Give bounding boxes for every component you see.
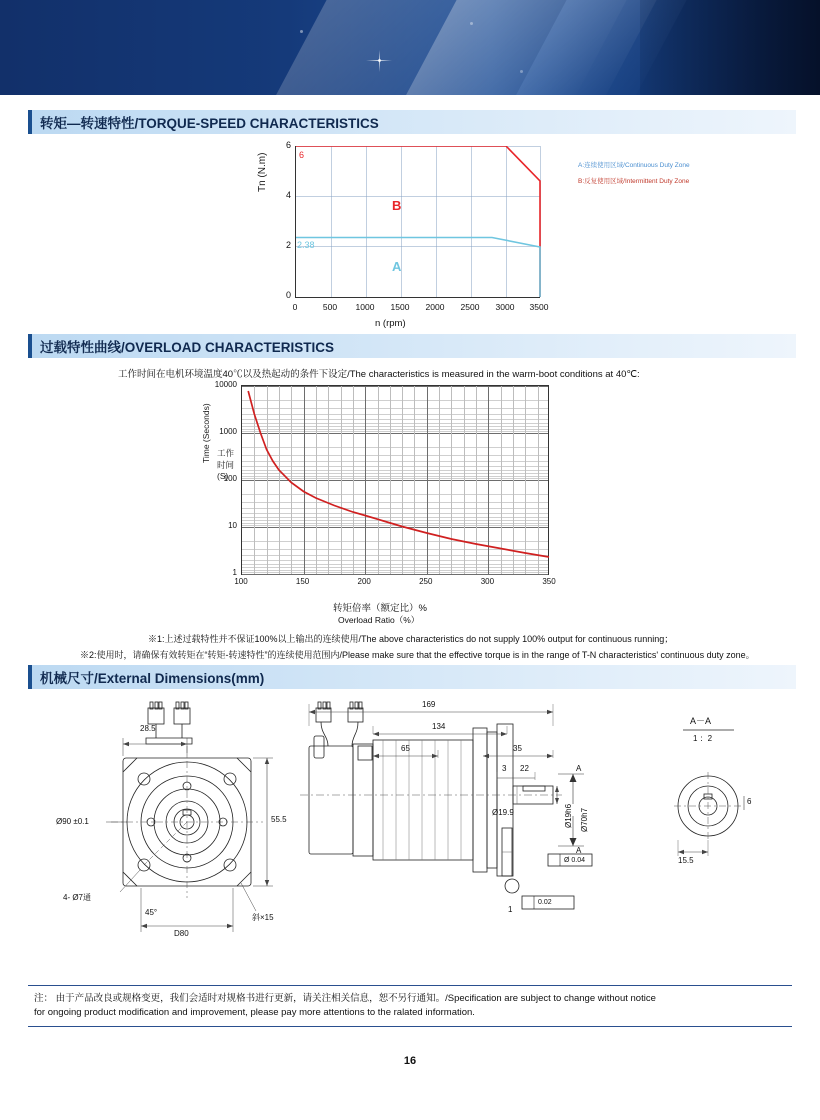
dim-tolerance-002: 0.02	[538, 899, 552, 906]
section-mark-a-bottom: A	[576, 846, 582, 855]
legend-zone-a: A:连续使用区域/Continuous Duty Zone	[578, 162, 690, 169]
legend-zone-b: B:反复使用区域/Intermittent Duty Zone	[578, 178, 690, 185]
section-aa-6: 6	[747, 797, 752, 806]
ol-ytick-10: 10	[228, 521, 237, 530]
section-title-dimensions: 机械尺寸/External Dimensions(mm)	[28, 665, 796, 689]
ts-ytick-0: 0	[285, 290, 291, 300]
dim-65: 65	[401, 744, 410, 753]
dim-tolerance-004: Ø 0.04	[564, 857, 586, 864]
page-number: 16	[403, 1055, 417, 1067]
dim-35: 35	[513, 744, 522, 753]
ts-xtick-500: 500	[322, 302, 338, 312]
torque-speed-x-axis-title: n (rpm)	[375, 318, 406, 329]
ts-annotation-238: 2.38	[297, 240, 315, 250]
overload-plot-area	[241, 385, 549, 575]
detail-mark-1: 1	[508, 905, 513, 914]
dim-shaft-19-9: Ø19.9	[492, 808, 514, 817]
section-aa-scale: 1 ：2	[693, 734, 713, 743]
section-title-overload: 过载特性曲线/OVERLOAD CHARACTERISTICS	[28, 334, 796, 358]
dim-4-holes: 4- Ø7通	[63, 893, 92, 902]
overload-condition-text: 工作时间在电机环境温度40℃以及热起动的条件下设定/The characteristics is measured in the warm-boot conditions at 40℃:	[118, 369, 640, 380]
ts-xtick-1000: 1000	[355, 302, 375, 312]
ol-ytick-100: 100	[223, 474, 237, 483]
overload-curve	[242, 386, 550, 576]
footer-line-1: 注： 由于产品改良或规格变更，我们会适时对规格书进行更新，请关注相关信息，恕不另行通知。/Specification are subject to change without notice	[34, 993, 656, 1004]
dim-shaft-19h6: Ø19h6	[564, 803, 573, 828]
dim-55-5: 55.5	[271, 815, 287, 824]
torque-speed-plot-area	[295, 146, 540, 298]
dim-d90: Ø90 ±0.1	[56, 817, 89, 826]
footer-disclaimer	[28, 985, 792, 1027]
dimension-drawing-svg	[28, 700, 792, 980]
overload-note-2: ※2:使用时，请确保有效转矩在“转矩-转速特性”的连续使用范围内/Please make sure that the effective torque is in the range of T-N characteristics' continuous duty zone。	[80, 650, 755, 660]
section-aa-15-5: 15.5	[678, 856, 694, 865]
ol-xtick-300: 300	[480, 577, 495, 586]
overload-x-axis-title-en: Overload Ratio（%）	[338, 615, 420, 625]
overload-note-1: ※1:上述过载特性并不保证100%以上输出的连续使用/The above characteristics do not supply 100% output for continuous running；	[148, 634, 674, 644]
zone-a-label: A	[392, 259, 402, 274]
section-aa-title: A－A	[690, 716, 712, 726]
ts-xtick-2500: 2500	[460, 302, 480, 312]
ts-annotation-6: 6	[299, 150, 305, 160]
ol-ytick-1000: 1000	[219, 427, 237, 436]
page-header-banner	[0, 0, 820, 95]
ts-ytick-6: 6	[285, 140, 291, 150]
ts-xtick-3000: 3000	[495, 302, 515, 312]
section-mark-a-top: A	[576, 764, 582, 773]
dim-3: 3	[502, 764, 507, 773]
ts-xtick-1500: 1500	[390, 302, 410, 312]
ts-xtick-0: 0	[292, 302, 298, 312]
dim-169: 169	[422, 700, 436, 709]
dim-22: 22	[520, 764, 529, 773]
dim-134: 134	[432, 722, 446, 731]
overload-x-axis-title-cn: 转矩倍率（额定比）%	[333, 603, 427, 614]
mechanical-dimension-drawings	[28, 700, 792, 980]
ol-xtick-100: 100	[234, 577, 248, 586]
overload-y-axis-title-en: Time (Seconds)	[201, 403, 211, 463]
section-title-torque-speed: 转矩—转速特性/TORQUE-SPEED CHARACTERISTICS	[28, 110, 796, 134]
ol-xtick-200: 200	[357, 577, 371, 586]
dim-flange-70h7: Ø70h7	[580, 807, 589, 832]
ol-xtick-350: 350	[542, 577, 556, 586]
ol-xtick-250: 250	[419, 577, 433, 586]
overload-y-axis-title-cn: 工作 时间 (S)	[217, 448, 235, 481]
ol-ytick-1: 1	[232, 568, 237, 577]
dim-d80: D80	[174, 929, 189, 938]
ts-ytick-2: 2	[285, 240, 291, 250]
torque-speed-chart	[255, 140, 555, 315]
ol-ytick-10000: 10000	[214, 380, 237, 389]
dim-45deg: 45°	[145, 908, 158, 917]
ol-xtick-150: 150	[295, 577, 310, 586]
ts-xtick-3500: 3500	[529, 302, 549, 312]
ts-ytick-4: 4	[285, 190, 291, 200]
overload-chart	[195, 380, 595, 600]
dim-28-5: 28.5	[140, 724, 156, 733]
dim-chamfer: 斜×15	[252, 913, 274, 922]
ts-xtick-2000: 2000	[425, 302, 445, 312]
torque-speed-y-axis-title: Tn (N.m)	[257, 152, 268, 192]
footer-line-2: for ongoing product modification and improvement, please pay more attentions to the ralated information.	[34, 1006, 475, 1018]
zone-b-label: B	[392, 198, 402, 213]
